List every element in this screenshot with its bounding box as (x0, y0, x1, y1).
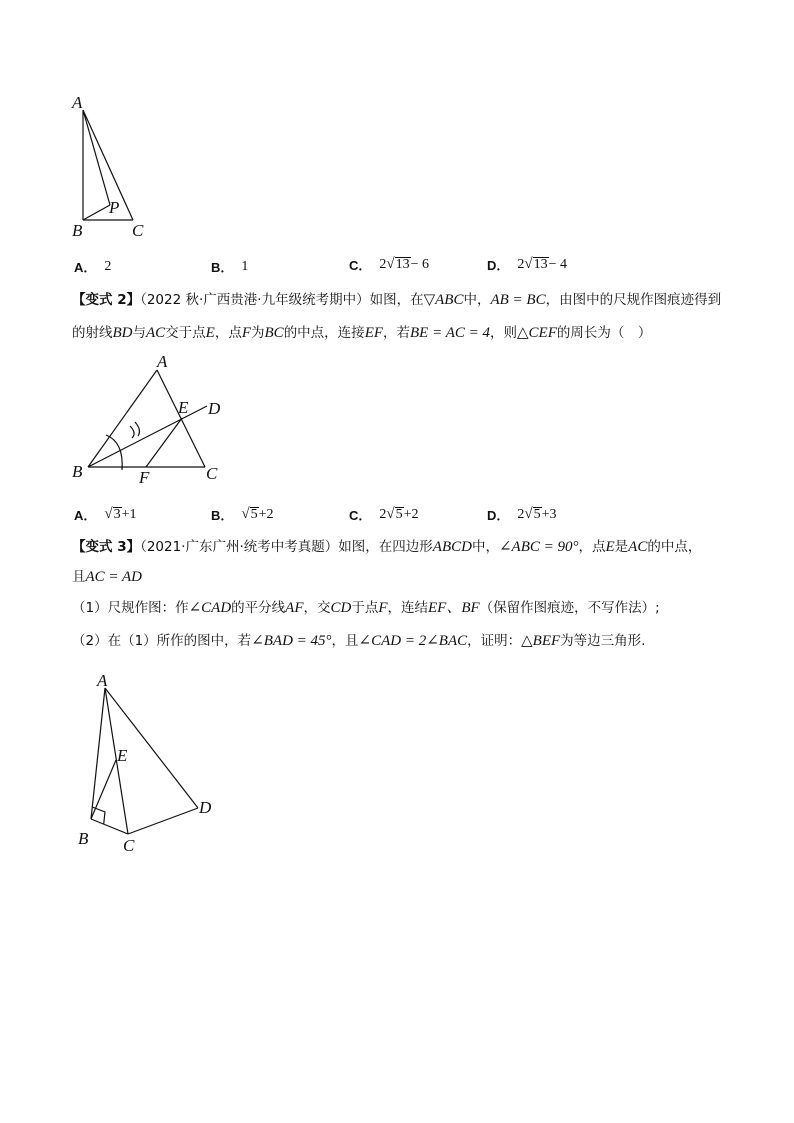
segment-ab (88, 370, 157, 467)
option-value: 2 √ 5 +2 (379, 506, 419, 522)
option-value: 2 (104, 258, 112, 274)
option-value: 2 √ 5 +3 (517, 506, 557, 522)
variant2-line2: 的射线BD与AC交于点E，点F为BC的中点，连接EF，若BE = AC = 4，则△CEF的周长为（ ） (72, 325, 652, 341)
label-b: B (78, 829, 89, 848)
variant2-source: （2022 秋·广西贵港·九年级统考期中） (140, 292, 370, 308)
segment-bp (83, 205, 110, 220)
q2-option-b[interactable] (211, 505, 274, 524)
variant2-tag: 【变式 2】 (72, 292, 141, 308)
construction-arc-3 (135, 422, 139, 436)
segment-ef (146, 418, 182, 467)
segment-bc (91, 819, 128, 834)
label-b: B (72, 221, 83, 240)
option-value: 2 √ 13 − 6 (379, 256, 430, 272)
label-c: C (206, 464, 218, 483)
label-e: E (178, 398, 189, 417)
segment-ap (83, 110, 110, 205)
right-angle-mark (92, 807, 105, 824)
option-letter: B． (211, 508, 234, 523)
option-value: √ 5 +2 (241, 506, 274, 522)
label-b: B (72, 462, 83, 481)
option-letter: A． (74, 260, 97, 275)
segment-ac (83, 110, 133, 220)
variant3-line1: 【变式 3】（2021·广东广州·统考中考真题）如图，在四边形ABCD中，∠ABC = 90°，点E是AC的中点， (72, 539, 702, 555)
figure-1-triangle-abc-point-p (60, 90, 170, 245)
label-e: E (117, 746, 128, 765)
option-letter: A． (74, 508, 97, 523)
construction-arc-2 (130, 426, 134, 438)
construction-arc-1 (106, 435, 122, 470)
q2-option-a[interactable] (74, 505, 137, 524)
label-c: C (123, 836, 135, 855)
q1-option-b[interactable] (211, 257, 248, 276)
option-value: 1 (241, 258, 249, 274)
ray-bd (88, 406, 207, 467)
label-a: A (157, 352, 168, 371)
variant3-part1: （1）尺规作图：作∠CAD的平分线AF，交CD于点F，连结EF、BF（保留作图痕迹，不写作法）; (72, 600, 660, 616)
q1-option-c[interactable] (349, 255, 429, 274)
q2-option-d[interactable] (487, 505, 557, 524)
option-value: 2 √ 13 − 4 (517, 256, 568, 272)
q1-option-d[interactable] (487, 255, 567, 274)
option-letter: D． (487, 258, 510, 273)
variant3-line2: 且AC = AD (72, 569, 143, 585)
figure-3-quadrilateral-abcd (70, 668, 230, 858)
figure-2-triangle-construction (60, 350, 240, 490)
variant3-part2: （2）在（1）所作的图中，若∠BAD = 45°，且∠CAD = 2∠BAC，证明：△BEF为等边三角形. (72, 633, 646, 649)
q1-option-a[interactable] (74, 257, 111, 276)
option-letter: C． (349, 258, 372, 273)
segment-cd (128, 808, 198, 834)
label-f: F (139, 468, 150, 487)
label-d: D (208, 399, 221, 418)
option-value: √ 3 +1 (104, 506, 137, 522)
variant3-tag: 【变式 3】 (72, 539, 141, 555)
label-p: P (109, 198, 120, 217)
option-letter: D． (487, 508, 510, 523)
label-a: A (97, 671, 108, 690)
label-d: D (199, 798, 212, 817)
variant3-source: （2021·广东广州·统考中考真题） (140, 539, 339, 555)
segment-ab (91, 688, 105, 819)
option-letter: B． (211, 260, 234, 275)
label-a: A (72, 93, 83, 112)
option-letter: C． (349, 508, 372, 523)
variant2-line1: 【变式 2】（2022 秋·广西贵港·九年级统考期中）如图，在▽ABC中，AB = BC，由图中的尺规作图痕迹得到 (72, 292, 722, 308)
label-c: C (132, 221, 144, 240)
q2-option-c[interactable] (349, 505, 419, 524)
